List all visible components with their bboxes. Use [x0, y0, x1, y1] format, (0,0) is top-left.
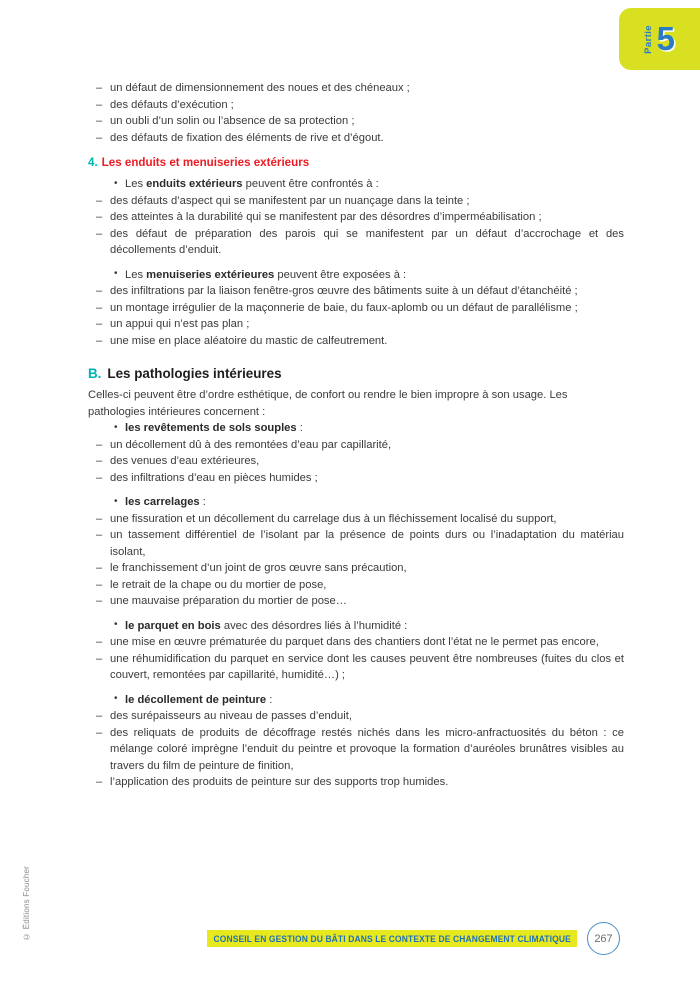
partie-tab-label: Partie: [643, 24, 655, 54]
dash-item: – l’application des produits de peinture sur des supports trop humides.: [96, 774, 624, 791]
dash-item: – des défauts d’aspect qui se manifestent par un nuançage dans la teinte ;: [96, 193, 624, 210]
bullet-bold-term: les carrelages: [125, 496, 200, 508]
dash-list-carrelages: [88, 511, 624, 610]
dash-item: – une mise en œuvre prématurée du parquet dans des chantiers dont l’état ne le permet pas encore,: [96, 634, 624, 651]
dash-item: – un tassement différentiel de l’isolant par la présence de points durs ou l’inadaptation du matériau isolant,: [96, 527, 624, 560]
bullet-suffix: peuvent être confrontés à :: [242, 178, 379, 190]
section-heading-b-text: Les pathologies intérieures: [107, 366, 282, 381]
footer-banner: CONSEIL EN GESTION DU BÂTI DANS LE CONTEXTE DE CHANGEMENT CLIMATIQUE: [207, 930, 577, 947]
bullet-bold-term: le décollement de peinture: [125, 693, 267, 706]
bullet-suffix: peuvent être exposées à :: [274, 268, 407, 281]
bullet-bold-term: enduits extérieurs: [146, 178, 243, 190]
bullet-prefix: Les: [125, 178, 147, 190]
dash-item: – un appui qui n’est pas plan ;: [96, 316, 624, 333]
dash-item: – des défauts d’exécution ;: [96, 97, 624, 114]
dash-list-peinture: [88, 708, 624, 791]
dash-item: – un décollement dû à des remontées d’eau par capillarité,: [96, 437, 624, 454]
copyright-notice: © Éditions Foucher: [22, 866, 31, 941]
partie-tab-number: 5: [656, 20, 675, 58]
section-heading-4-marker: 4.: [88, 156, 98, 169]
dash-item: – une mauvaise préparation du mortier de pose…: [96, 593, 624, 610]
dash-item: – des infiltrations d’eau en pièces humides ;: [96, 470, 624, 487]
dash-list-sols: [88, 437, 624, 487]
dash-list-top: [88, 80, 624, 146]
section-heading-b-marker: B.: [88, 366, 102, 381]
dash-item: – des défaut de préparation des parois qui se manifestent par un défaut d’accrochage et des décollements d’enduit.: [96, 226, 624, 259]
dash-item: – une fissuration et un décollement du carrelage dus à un fléchissement localisé du support,: [96, 511, 624, 528]
dash-list-enduits: [88, 193, 624, 259]
dash-list-parquet: [88, 634, 624, 684]
bullet-suffix: :: [199, 496, 206, 508]
bullet-suffix: avec des désordres liés à l’humidité :: [220, 619, 408, 632]
dash-item: – des reliquats de produits de décoffrage restés nichés dans les micro-anfractuosités du béton : ce mélange coloré imprègne l’enduit du peintre et provoque la formation d’auréoles brunâtres visibles au travers du film de peinture de finition,: [96, 725, 624, 775]
dash-item: – des venues d’eau extérieures,: [96, 453, 624, 470]
dash-item: – une réhumidification du parquet en service dont les causes peuvent être nombreuses (fuites du clos et couvert, remontées par capillarité, humidité…) ;: [96, 651, 624, 684]
bullet-item-peinture: [112, 692, 624, 709]
bullet-item-sols-souples: [112, 420, 624, 437]
bullet-item-enduits: [112, 176, 624, 193]
dash-item: – des atteintes à la durabilité qui se manifestent par des désordres d’imperméabilisation ;: [96, 209, 624, 226]
bullet-prefix: Les: [125, 268, 147, 281]
dash-item: – le retrait de la chape ou du mortier de pose,: [96, 577, 624, 594]
bullet-item-carrelages: [112, 494, 624, 511]
bullet-item-menuiseries: [112, 267, 624, 284]
dash-list-menuiseries: [88, 283, 624, 349]
bullet-suffix: :: [266, 693, 273, 706]
dash-item: – des infiltrations par la liaison fenêtre-gros œuvre des bâtiments suite à un défaut d’étanchéité ;: [96, 283, 624, 300]
intro-paragraph: Celles-ci peuvent être d’ordre esthétique, de confort ou rendre le bien impropre à son usage. Les pathologies intérieures concernent :: [88, 389, 568, 418]
dash-item: – des surépaisseurs au niveau de passes d’enduit,: [96, 708, 624, 725]
bullet-item-parquet: [112, 618, 624, 635]
partie-tab: [619, 8, 700, 70]
page-footer: [0, 928, 700, 962]
dash-item: – un défaut de dimensionnement des noues et des chéneaux ;: [96, 80, 624, 97]
page-number: 267: [587, 922, 620, 955]
bullet-bold-term: menuiseries extérieures: [146, 268, 275, 281]
dash-item: – un oubli d’un solin ou l’absence de sa protection ;: [96, 113, 624, 130]
page-content: [88, 80, 624, 791]
section-heading-4: [88, 155, 624, 171]
bullet-suffix: :: [296, 422, 303, 434]
dash-item: – le franchissement d’un joint de gros œuvre sans précaution,: [96, 560, 624, 577]
section-heading-4-text: Les enduits et menuiseries extérieurs: [101, 156, 310, 169]
dash-item: – un montage irrégulier de la maçonnerie de baie, du faux-aplomb ou un défaut de parallélisme ;: [96, 300, 624, 317]
section-heading-b: [88, 365, 624, 383]
bullet-bold-term: le parquet en bois: [125, 619, 221, 632]
dash-item: – une mise en place aléatoire du mastic de calfeutrement.: [96, 333, 624, 350]
dash-item: – des défauts de fixation des éléments de rive et d’égout.: [96, 130, 624, 147]
bullet-bold-term: les revêtements de sols souples: [125, 422, 297, 434]
